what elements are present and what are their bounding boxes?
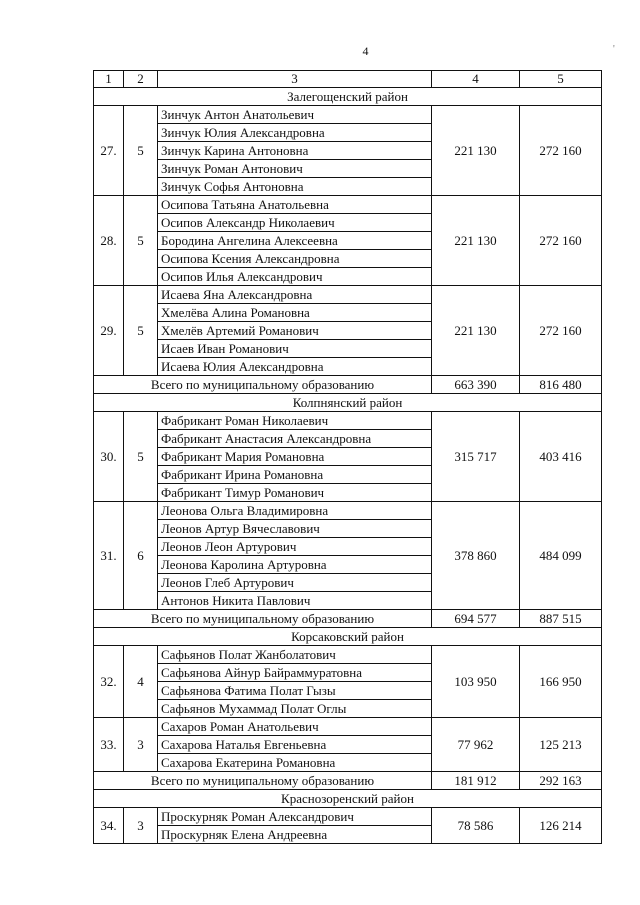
- table-body: [94, 71, 602, 844]
- region-row: [94, 394, 602, 412]
- amount-col4: 78 586: [432, 808, 520, 844]
- amount-col5: 403 416: [520, 412, 602, 502]
- total-col4: 694 577: [432, 610, 520, 628]
- member-name: Леонов Глеб Артурович: [158, 574, 432, 592]
- member-name: Хмелёва Алина Романовна: [158, 304, 432, 322]
- member-name: Исаева Яна Александровна: [158, 286, 432, 304]
- member-name: Фабрикант Тимур Романович: [158, 484, 432, 502]
- header-cell-1: 1: [94, 71, 124, 88]
- header-cell-5: 5: [520, 71, 602, 88]
- family-number: 27.: [94, 106, 124, 196]
- family-size: 5: [124, 286, 158, 376]
- region-name: Залегощенский район: [94, 88, 602, 106]
- member-name: Проскурняк Роман Александрович: [158, 808, 432, 826]
- amount-col5: 166 950: [520, 646, 602, 718]
- header-cell-3: 3: [158, 71, 432, 88]
- corner-mark: ': [613, 44, 615, 55]
- region-name: Колпнянский район: [94, 394, 602, 412]
- family-size: 3: [124, 808, 158, 844]
- header-cell-2: 2: [124, 71, 158, 88]
- region-name: Корсаковский район: [94, 628, 602, 646]
- member-name: Осипова Ксения Александровна: [158, 250, 432, 268]
- member-name: Сахарова Наталья Евгеньевна: [158, 736, 432, 754]
- member-name: Зинчук Софья Антоновна: [158, 178, 432, 196]
- member-name: Бородина Ангелина Алексеевна: [158, 232, 432, 250]
- family-number: 33.: [94, 718, 124, 772]
- member-name: Фабрикант Мария Романовна: [158, 448, 432, 466]
- family-number: 32.: [94, 646, 124, 718]
- total-label: Всего по муниципальному образованию: [94, 772, 432, 790]
- family-member-row: [94, 106, 602, 124]
- family-size: 6: [124, 502, 158, 610]
- member-name: Фабрикант Ирина Романовна: [158, 466, 432, 484]
- member-name: Зинчук Антон Анатольевич: [158, 106, 432, 124]
- region-name: Краснозоренский район: [94, 790, 602, 808]
- amount-col4: 77 962: [432, 718, 520, 772]
- member-name: Зинчук Карина Антоновна: [158, 142, 432, 160]
- amount-col5: 272 160: [520, 286, 602, 376]
- member-name: Фабрикант Анастасия Александровна: [158, 430, 432, 448]
- member-name: Леонов Леон Артурович: [158, 538, 432, 556]
- amount-col4: 221 130: [432, 286, 520, 376]
- member-name: Леонова Каролина Артуровна: [158, 556, 432, 574]
- family-size: 5: [124, 412, 158, 502]
- total-col5: 816 480: [520, 376, 602, 394]
- member-name: Зинчук Роман Антонович: [158, 160, 432, 178]
- family-size: 4: [124, 646, 158, 718]
- member-name: Исаев Иван Романович: [158, 340, 432, 358]
- member-name: Антонов Никита Павлович: [158, 592, 432, 610]
- family-member-row: [94, 718, 602, 736]
- amount-col5: 484 099: [520, 502, 602, 610]
- header-cell-4: 4: [432, 71, 520, 88]
- total-col5: 887 515: [520, 610, 602, 628]
- family-number: 29.: [94, 286, 124, 376]
- family-member-row: [94, 196, 602, 214]
- amount-col4: 221 130: [432, 106, 520, 196]
- family-number: 34.: [94, 808, 124, 844]
- member-name: Сахарова Екатерина Романовна: [158, 754, 432, 772]
- total-col4: 181 912: [432, 772, 520, 790]
- family-size: 5: [124, 196, 158, 286]
- family-member-row: [94, 286, 602, 304]
- amount-col4: 315 717: [432, 412, 520, 502]
- total-label: Всего по муниципальному образованию: [94, 610, 432, 628]
- member-name: Сахаров Роман Анатольевич: [158, 718, 432, 736]
- family-size: 3: [124, 718, 158, 772]
- member-name: Сафьянов Полат Жанболатович: [158, 646, 432, 664]
- family-member-row: [94, 646, 602, 664]
- amount-col5: 126 214: [520, 808, 602, 844]
- region-row: [94, 790, 602, 808]
- region-row: [94, 628, 602, 646]
- total-col4: 663 390: [432, 376, 520, 394]
- total-row: [94, 772, 602, 790]
- amount-col5: 272 160: [520, 106, 602, 196]
- member-name: Осипова Татьяна Анатольевна: [158, 196, 432, 214]
- family-size: 5: [124, 106, 158, 196]
- member-name: Сафьянов Мухаммад Полат Оглы: [158, 700, 432, 718]
- member-name: Осипов Александр Николаевич: [158, 214, 432, 232]
- total-row: [94, 610, 602, 628]
- total-col5: 292 163: [520, 772, 602, 790]
- member-name: Исаева Юлия Александровна: [158, 358, 432, 376]
- amount-col4: 221 130: [432, 196, 520, 286]
- amount-col4: 378 860: [432, 502, 520, 610]
- member-name: Леонов Артур Вячеславович: [158, 520, 432, 538]
- family-number: 31.: [94, 502, 124, 610]
- amount-col5: 272 160: [520, 196, 602, 286]
- family-number: 30.: [94, 412, 124, 502]
- member-name: Зинчук Юлия Александровна: [158, 124, 432, 142]
- region-row: [94, 88, 602, 106]
- member-name: Осипов Илья Александрович: [158, 268, 432, 286]
- member-name: Сафьянова Фатима Полат Гызы: [158, 682, 432, 700]
- family-member-row: [94, 808, 602, 826]
- member-name: Хмелёв Артемий Романович: [158, 322, 432, 340]
- families-table: [93, 70, 602, 844]
- family-number: 28.: [94, 196, 124, 286]
- member-name: Сафьянова Айнур Байраммуратовна: [158, 664, 432, 682]
- amount-col5: 125 213: [520, 718, 602, 772]
- table-header-row: [94, 71, 602, 88]
- member-name: Фабрикант Роман Николаевич: [158, 412, 432, 430]
- family-member-row: [94, 412, 602, 430]
- total-row: [94, 376, 602, 394]
- total-label: Всего по муниципальному образованию: [94, 376, 432, 394]
- amount-col4: 103 950: [432, 646, 520, 718]
- page-number: 4: [362, 44, 369, 58]
- family-member-row: [94, 502, 602, 520]
- member-name: Леонова Ольга Владимировна: [158, 502, 432, 520]
- member-name: Проскурняк Елена Андреевна: [158, 826, 432, 844]
